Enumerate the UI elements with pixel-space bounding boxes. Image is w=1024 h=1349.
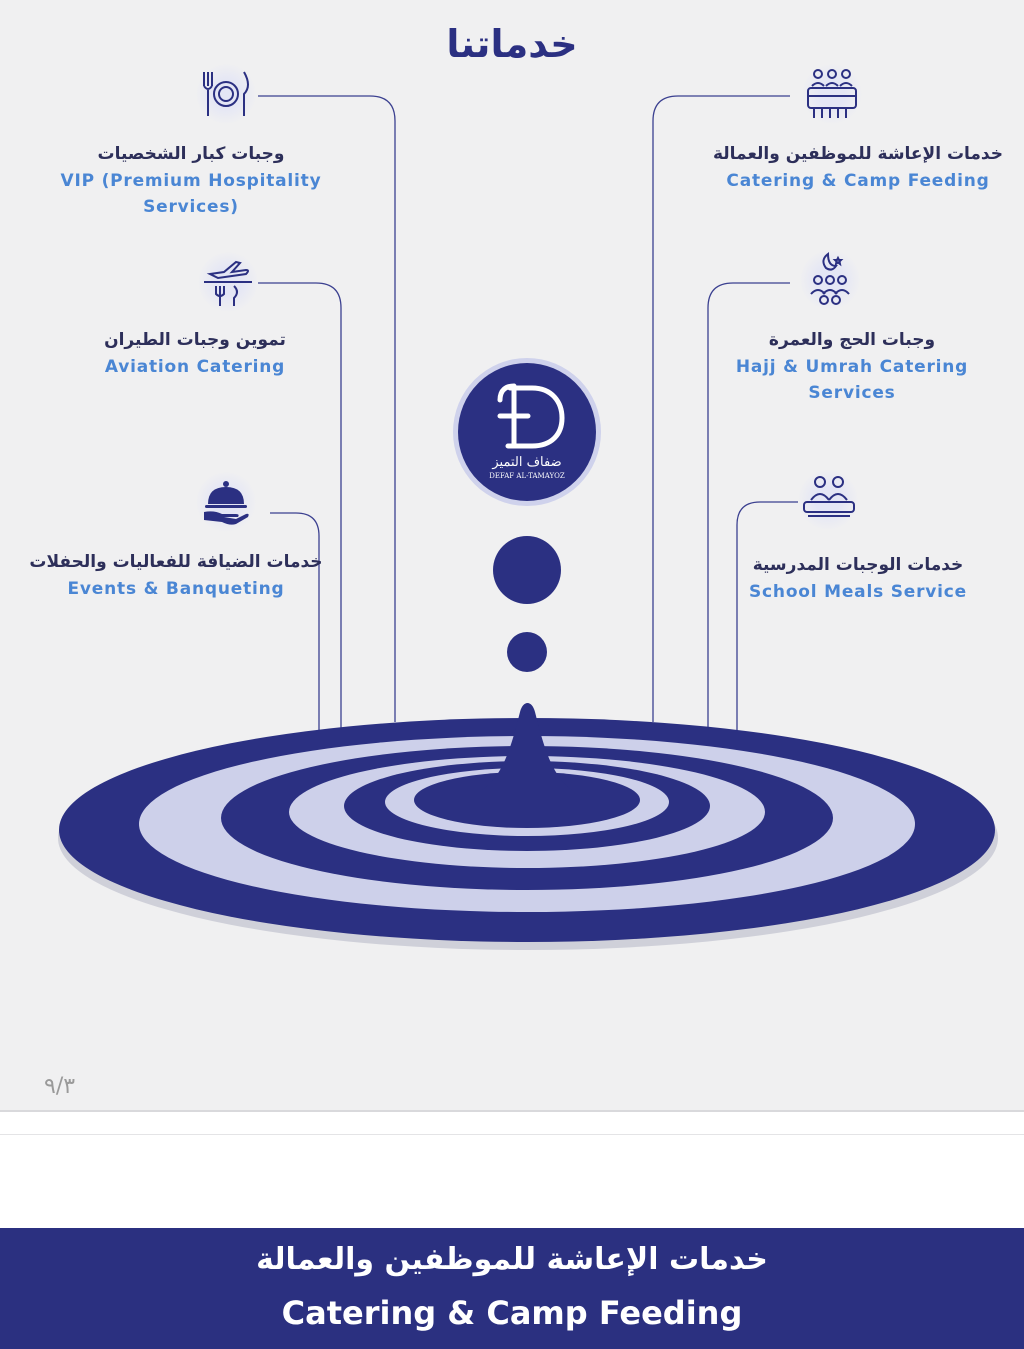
logo-badge [453, 358, 601, 506]
group-table-icon [802, 64, 862, 124]
service-camp [712, 144, 1004, 194]
service-aviation-english: Aviation Catering [104, 357, 286, 377]
service-camp-arabic: خدمات الإعاشة للموظفين والعمالة [712, 144, 1004, 164]
service-events [26, 552, 326, 602]
students-desk-icon [798, 470, 858, 530]
page-number: ٩/٣ [44, 1074, 76, 1099]
service-hajj-english-line1: Hajj & Umrah Catering [735, 357, 969, 377]
page-title: خدماتنا [446, 22, 578, 66]
banner-english: Catering & Camp Feeding [281, 1294, 743, 1332]
airplane-cutlery-icon [198, 252, 258, 312]
cutlery-plate-icon [196, 64, 256, 124]
service-hajj-english-line2: Services [808, 383, 896, 403]
service-school-arabic: خدمات الوجبات المدرسية [752, 555, 964, 575]
service-hajj [722, 330, 982, 406]
service-vip-english-line2: Services) [143, 197, 239, 217]
ripple-rings [58, 703, 998, 950]
slide-bottom-border [0, 1110, 1024, 1112]
drop-small [507, 632, 547, 672]
separator-line [0, 1134, 1024, 1135]
service-aviation [90, 330, 300, 380]
service-vip [56, 144, 326, 220]
cloche-serving-icon [196, 472, 256, 532]
service-vip-arabic: وجبات كبار الشخصيات [97, 144, 285, 164]
connector-events [270, 513, 319, 738]
service-events-english: Events & Banqueting [67, 579, 285, 599]
caption-banner [0, 1228, 1024, 1349]
drop-large [493, 536, 561, 604]
service-school-english: School Meals Service [749, 582, 967, 602]
service-school [742, 555, 974, 605]
banner-arabic: خدمات الإعاشة للموظفين والعمالة [256, 1242, 768, 1277]
service-events-arabic: خدمات الضيافة للفعاليات والحفلات [29, 552, 323, 572]
service-camp-english: Catering & Camp Feeding [726, 171, 990, 191]
connector-school [737, 502, 798, 738]
service-aviation-arabic: تموين وجبات الطيران [104, 330, 286, 350]
logo-arabic-name: ضفاف التميز [492, 455, 562, 470]
service-hajj-arabic: وجبات الحج والعمرة [768, 330, 936, 350]
crescent-people-icon [800, 250, 860, 310]
service-vip-english-line1: VIP (Premium Hospitality [60, 171, 322, 191]
logo-english-name: DEFAF AL-TAMAYOZ [489, 472, 565, 480]
